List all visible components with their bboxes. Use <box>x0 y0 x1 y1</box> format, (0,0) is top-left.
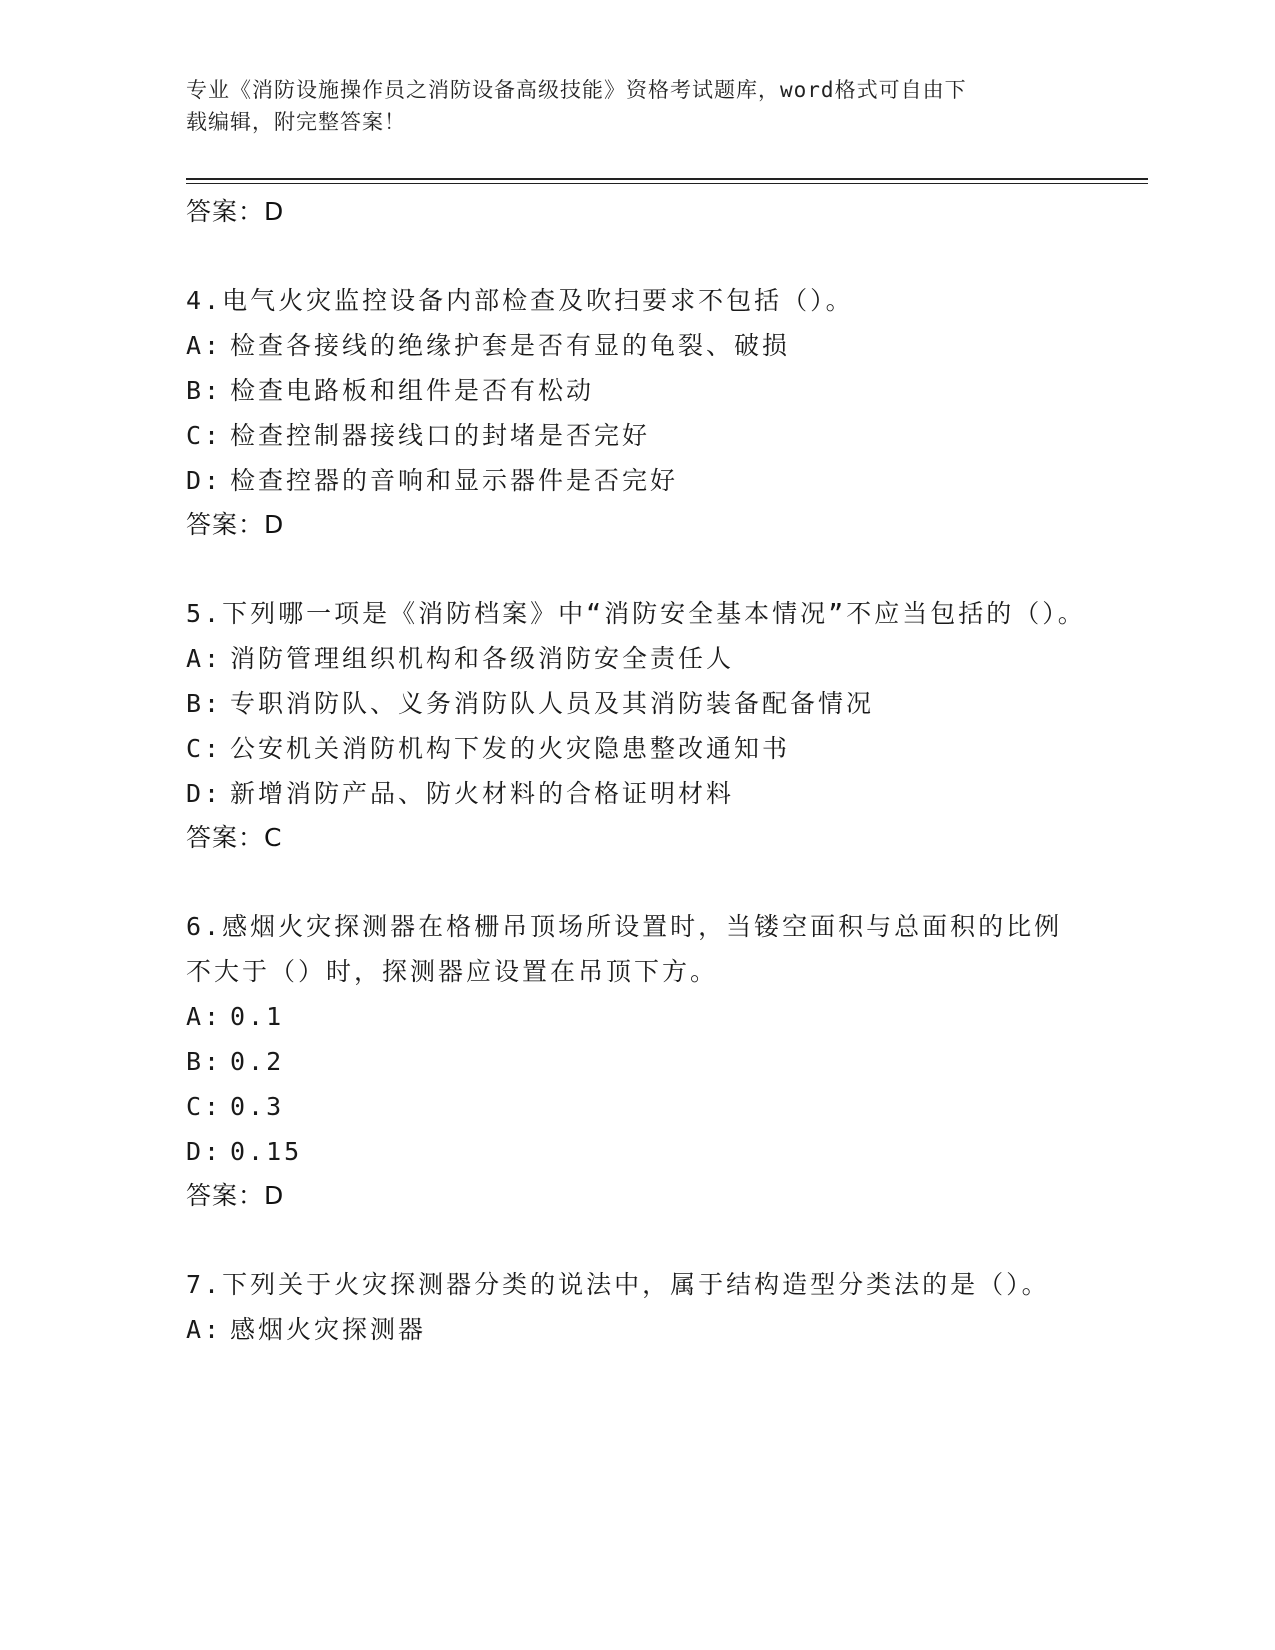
answer-line <box>186 190 1086 234</box>
option-d <box>186 1129 1086 1174</box>
answer-value: D <box>264 510 285 539</box>
question-content <box>186 190 1086 1352</box>
option-b <box>186 1039 1086 1084</box>
option-text: 新增消防产品、防火材料的合格证明材料 <box>230 779 735 808</box>
option-d <box>186 458 1086 503</box>
option-text: 0.2 <box>230 1047 285 1076</box>
option-b <box>186 368 1086 413</box>
option-text: 检查各接线的绝缘护套是否有显的龟裂、破损 <box>230 331 791 360</box>
header-divider-thick <box>186 178 1148 180</box>
spacer <box>186 860 1086 904</box>
answer-line <box>186 503 1086 547</box>
answer-value: D <box>264 1181 285 1210</box>
option-a <box>186 323 1086 368</box>
option-text: 公安机关消防机构下发的火灾隐患整改通知书 <box>230 734 791 763</box>
option-a <box>186 1307 1086 1352</box>
answer-label: 答案： <box>186 1181 265 1210</box>
option-letter: D: <box>186 1137 223 1166</box>
option-letter: D: <box>186 779 223 808</box>
option-text: 感烟火灾探测器 <box>230 1315 427 1344</box>
option-letter: A: <box>186 1002 223 1031</box>
answer-value: C <box>264 823 283 852</box>
spacer <box>186 547 1086 591</box>
option-letter: D: <box>186 466 223 495</box>
option-letter: C: <box>186 421 223 450</box>
header-line-2: 载编辑，附完整答案！ <box>186 110 406 134</box>
spacer <box>186 1218 1086 1262</box>
option-letter: A: <box>186 644 223 673</box>
option-text: 检查控器的音响和显示器件是否完好 <box>230 466 679 495</box>
answer-label: 答案： <box>186 823 265 852</box>
header-line-1: 专业《消防设施操作员之消防设备高级技能》资格考试题库，word格式可自由下 <box>186 78 967 102</box>
option-text: 0.1 <box>230 1002 285 1031</box>
answer-line <box>186 816 1086 860</box>
option-letter: B: <box>186 689 223 718</box>
option-text: 检查控制器接线口的封堵是否完好 <box>230 421 651 450</box>
option-text: 0.3 <box>230 1092 285 1121</box>
answer-line <box>186 1174 1086 1218</box>
question-6: 6.感烟火灾探测器在格栅吊顶场所设置时，当镂空面积与总面积的比例不大于（）时，探测器应设置在吊顶下方。 <box>186 912 1063 986</box>
option-letter: A: <box>186 1315 223 1344</box>
option-a <box>186 636 1086 681</box>
option-text: 专职消防队、义务消防队人员及其消防装备配备情况 <box>230 689 875 718</box>
option-c <box>186 726 1086 771</box>
option-a <box>186 994 1086 1039</box>
document-header <box>186 74 1066 138</box>
option-letter: C: <box>186 1092 223 1121</box>
option-letter: C: <box>186 734 223 763</box>
option-c <box>186 1084 1086 1129</box>
spacer <box>186 234 1086 278</box>
answer-value: D <box>264 197 285 226</box>
option-letter: A: <box>186 331 223 360</box>
option-text: 0.15 <box>230 1137 303 1166</box>
question-4: 4.电气火灾监控设备内部检查及吹扫要求不包括（）。 <box>186 286 854 315</box>
question-5: 5.下列哪一项是《消防档案》中“消防安全基本情况”不应当包括的（）。 <box>186 599 1086 628</box>
answer-label: 答案： <box>186 197 265 226</box>
option-b <box>186 681 1086 726</box>
option-d <box>186 771 1086 816</box>
option-letter: B: <box>186 1047 223 1076</box>
header-divider-thin <box>186 183 1148 184</box>
option-text: 检查电路板和组件是否有松动 <box>230 376 595 405</box>
option-c <box>186 413 1086 458</box>
question-7: 7.下列关于火灾探测器分类的说法中，属于结构造型分类法的是（）。 <box>186 1270 1050 1299</box>
option-letter: B: <box>186 376 223 405</box>
option-text: 消防管理组织机构和各级消防安全责任人 <box>230 644 735 673</box>
answer-label: 答案： <box>186 510 265 539</box>
